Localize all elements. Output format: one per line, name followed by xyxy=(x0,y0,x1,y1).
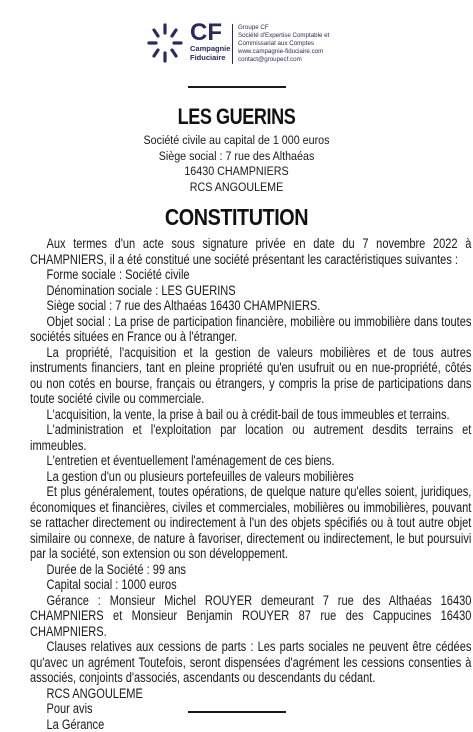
paragraph: L'acquisition, la vente, la prise à bail ou à crédit-bail de tous immeubles et terrains. xyxy=(30,407,471,423)
contact-block xyxy=(238,24,329,64)
paragraph: Objet social : La prise de participation financière, mobilière ou immobilière dans toutes sociétés situées en France ou à l'étranger. xyxy=(30,314,471,345)
company-details xyxy=(28,133,444,195)
paragraph: Forme sociale : Société civile xyxy=(30,267,471,283)
paragraph: Et plus généralement, toutes opérations, de quelque nature qu'elles soient, juridiques, économiques et financières, civiles et commerciales, mobilières ou immobilières, pouvant se rattacher directement ou indirectement à l'un des objets spécifiés ou à tout autre objet similaire ou connexe, de nature à favoriser, directement ou indirectement, le but poursuivi par la société, son extension ou son développement. xyxy=(30,484,471,562)
section-title: CONSTITUTION xyxy=(33,204,440,231)
paragraph: RCS ANGOULEME xyxy=(30,686,471,702)
paragraph: Gérance : Monsieur Michel ROUYER demeurant 7 rue des Althaéas 16430 CHAMPNIERS et Monsieur Benjamin ROUYER 87 rue des Cappucines 16430 CHAMPNIERS. xyxy=(30,593,471,640)
paragraph: Clauses relatives aux cessions de parts : Les parts sociales ne peuvent être cédées qu'avec un agrément Toutefois, seront dispensées d'agrément les cessions consenties à associés, conjoints d'associés, ascendants ou descendants du cédant. xyxy=(30,639,471,686)
contact-line: www.campagnie-fiduciaire.com xyxy=(238,48,329,56)
paragraph: La gestion d'un ou plusieurs portefeuilles de valeurs mobilières xyxy=(30,469,471,485)
logo-subtitle: Campagnie Fiduciaire xyxy=(190,44,230,62)
paragraph: Pour avis xyxy=(30,701,471,717)
company-name: LES GUERINS xyxy=(43,104,431,130)
paragraph: La Gérance xyxy=(30,717,471,732)
contact-line: Société d'Expertise Comptable et xyxy=(238,32,329,40)
company-detail-line: Société civile au capital de 1 000 euros xyxy=(28,133,444,149)
paragraph: L'entretien et éventuellement l'aménagement de ces biens. xyxy=(30,453,471,469)
paragraph: Dénomination sociale : LES GUERINS xyxy=(30,283,471,299)
logo-divider xyxy=(232,24,233,64)
paragraph: L'administration et l'exploitation par location ou autrement desdits terrains et immeubles. xyxy=(30,422,471,453)
company-detail-line: 16430 CHAMPNIERS xyxy=(28,164,444,180)
contact-line: contact@groupecf.com xyxy=(238,56,329,64)
paragraph: La propriété, l'acquisition et la gestion de valeurs mobilières et de tous autres instruments financiers, tant en pleine propriété qu'en usufruit ou en nue-propriété, côtés ou non cotés en bourse, français ou étrangers, y compris la prise de participations dans toute société civile ou commerciale. xyxy=(30,345,471,407)
paragraph: Durée de la Société : 99 ans xyxy=(30,562,471,578)
paragraph: Siège social : 7 rue des Althaéas 16430 CHAMPNIERS. xyxy=(30,298,471,314)
logo-icon xyxy=(146,22,184,64)
bottom-divider xyxy=(188,711,286,713)
contact-line: Commissariat aux Comptes xyxy=(238,40,329,48)
logo-text: CF xyxy=(190,22,222,44)
company-detail-line: RCS ANGOULEME xyxy=(28,180,444,196)
paragraph: Capital social : 1000 euros xyxy=(30,577,471,593)
top-divider xyxy=(188,86,286,88)
notice-body xyxy=(30,236,471,732)
company-detail-line: Siège social : 7 rue des Althaéas xyxy=(28,149,444,165)
header xyxy=(0,0,473,82)
paragraph: Aux termes d'un acte sous signature privée en date du 7 novembre 2022 à CHAMPNIERS, il a été constitué une société présentant les caractéristiques suivantes : xyxy=(30,236,471,267)
contact-line: Groupe CF xyxy=(238,24,329,32)
